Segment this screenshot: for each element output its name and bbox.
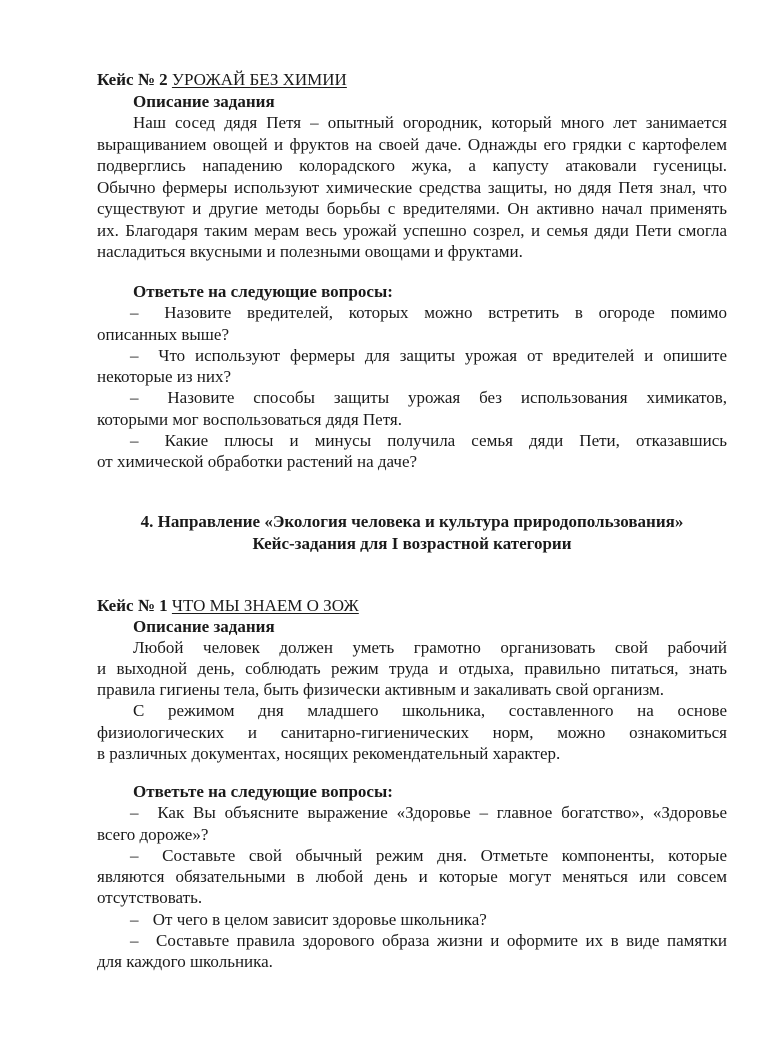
question-text: Назовите способы защиты урожая без использования химикатов, <box>167 388 727 408</box>
text-line: С режимом дня младшего школьника, составленного на основе <box>133 701 727 721</box>
question-text: Назовите вредителей, которых можно встретить в огороде помимо <box>164 303 727 323</box>
question-item <box>97 930 727 973</box>
text-line <box>97 909 727 930</box>
question-text: От чего в целом зависит здоровье школьника? <box>152 909 487 929</box>
dash-bullet: – <box>130 303 139 323</box>
section-heading: 4. Направление «Экология человека и культура природопользования» <box>140 512 684 531</box>
dash-bullet: – <box>130 803 139 823</box>
question-text: Составьте свой обычный режим дня. Отметьте компоненты, которые <box>162 845 728 865</box>
question-item <box>97 387 727 430</box>
case-1-questions <box>97 781 727 972</box>
case-2-questions-heading: Ответьте на следующие вопросы: <box>133 282 393 301</box>
text-line <box>97 845 727 866</box>
case-1-title: ЧТО МЫ ЗНАЕМ О ЗОЖ <box>171 596 359 615</box>
paragraph <box>97 637 727 700</box>
section-subheading: Кейс-задания для I возрастной категории <box>252 533 572 553</box>
text-line: и выходной день, соблюдать режим труда и отдыха, правильно питаться, знать <box>97 659 727 679</box>
question-item <box>97 430 727 473</box>
text-line: правила гигиены тела, быть физически активным и закаливать свой организм. <box>97 680 664 700</box>
text-line: описанных выше? <box>97 324 229 344</box>
case-2-question-list <box>97 302 727 472</box>
question-item <box>97 909 727 930</box>
text-line: подверглись нападению колорадского жука, а капусту атаковали гусеницы. <box>97 156 727 175</box>
question-text: Составьте правила здорового образа жизни и оформите их в виде памятки <box>156 930 728 950</box>
dash-bullet: – <box>130 930 139 950</box>
text-line: для каждого школьника. <box>97 952 273 971</box>
question-text: Как Вы объясните выражение «Здоровье – главное богатство», «Здоровье <box>157 803 727 823</box>
case-1-description-heading: Описание задания <box>133 617 275 637</box>
case-1-question-list <box>97 802 727 972</box>
text-line: всего дороже»? <box>97 824 209 844</box>
case-2-questions <box>97 281 727 472</box>
text-line: отсутствовать. <box>97 888 203 908</box>
case-1-label: Кейс № 1 <box>97 596 168 615</box>
text-line <box>97 345 727 366</box>
case-1-title-line <box>97 595 727 616</box>
paragraph <box>97 700 727 763</box>
case-1-section <box>97 595 727 764</box>
text-line <box>97 802 727 823</box>
text-line: являются обязательными в любой день и которые могут меняться или совсем <box>97 867 727 886</box>
question-item <box>97 802 727 845</box>
question-item <box>97 302 727 345</box>
text-line: которыми мог воспользоваться дядя Петя. <box>97 409 402 429</box>
text-line: в различных документах, носящих рекомендательный характер. <box>97 743 561 763</box>
text-line: некоторые из них? <box>97 367 232 386</box>
dash-bullet: – <box>130 909 139 929</box>
case-1-questions-heading: Ответьте на следующие вопросы: <box>133 782 393 801</box>
case-2-section <box>97 69 727 263</box>
case-2-label: Кейс № 2 <box>97 70 168 89</box>
text-line: выращиванием овощей и фруктов на своей даче. Однажды его грядки с картофелем <box>97 134 727 154</box>
text-line: физиологических и санитарно-гигиенических норм, можно ознакомиться <box>97 722 727 742</box>
text-line <box>97 930 727 951</box>
text-line: Обычно фермеры используют химические средства защиты, но дядя Петя знал, что <box>97 177 727 197</box>
text-line <box>97 302 727 323</box>
dash-bullet: – <box>130 345 139 365</box>
text-line: насладиться вкусными и полезными овощами и фруктами. <box>97 242 523 261</box>
text-line <box>97 387 727 408</box>
question-item <box>97 345 727 388</box>
text-line: от химической обработки растений на даче? <box>97 452 418 471</box>
text-line: Наш сосед дядя Петя – опытный огородник, который много лет занимается <box>133 113 727 132</box>
text-line: Любой человек должен уметь грамотно организовать свой рабочий <box>133 638 727 658</box>
case-2-title-line <box>97 69 727 91</box>
dash-bullet: – <box>130 430 139 450</box>
case-2-title: УРОЖАЙ БЕЗ ХИМИИ <box>171 70 347 89</box>
paragraph <box>97 112 727 263</box>
question-text: Что используют фермеры для защиты урожая от вредителей и опишите <box>158 345 727 365</box>
dash-bullet: – <box>130 388 139 408</box>
case-1-description <box>97 637 727 764</box>
text-line <box>97 430 727 451</box>
text-line: их. Благодаря таким мерам весь урожай успешно созрел, и семья дяди Пети смогла <box>97 220 727 240</box>
dash-bullet: – <box>130 845 139 865</box>
case-2-description-heading: Описание задания <box>133 91 275 111</box>
section-header <box>97 511 727 554</box>
question-text: Какие плюсы и минусы получила семья дяди Пети, отказавшись <box>164 430 727 450</box>
case-2-description <box>97 112 727 263</box>
question-item <box>97 845 727 909</box>
text-line: существуют и другие методы борьбы с вредителями. Он активно начал применять <box>97 199 727 218</box>
